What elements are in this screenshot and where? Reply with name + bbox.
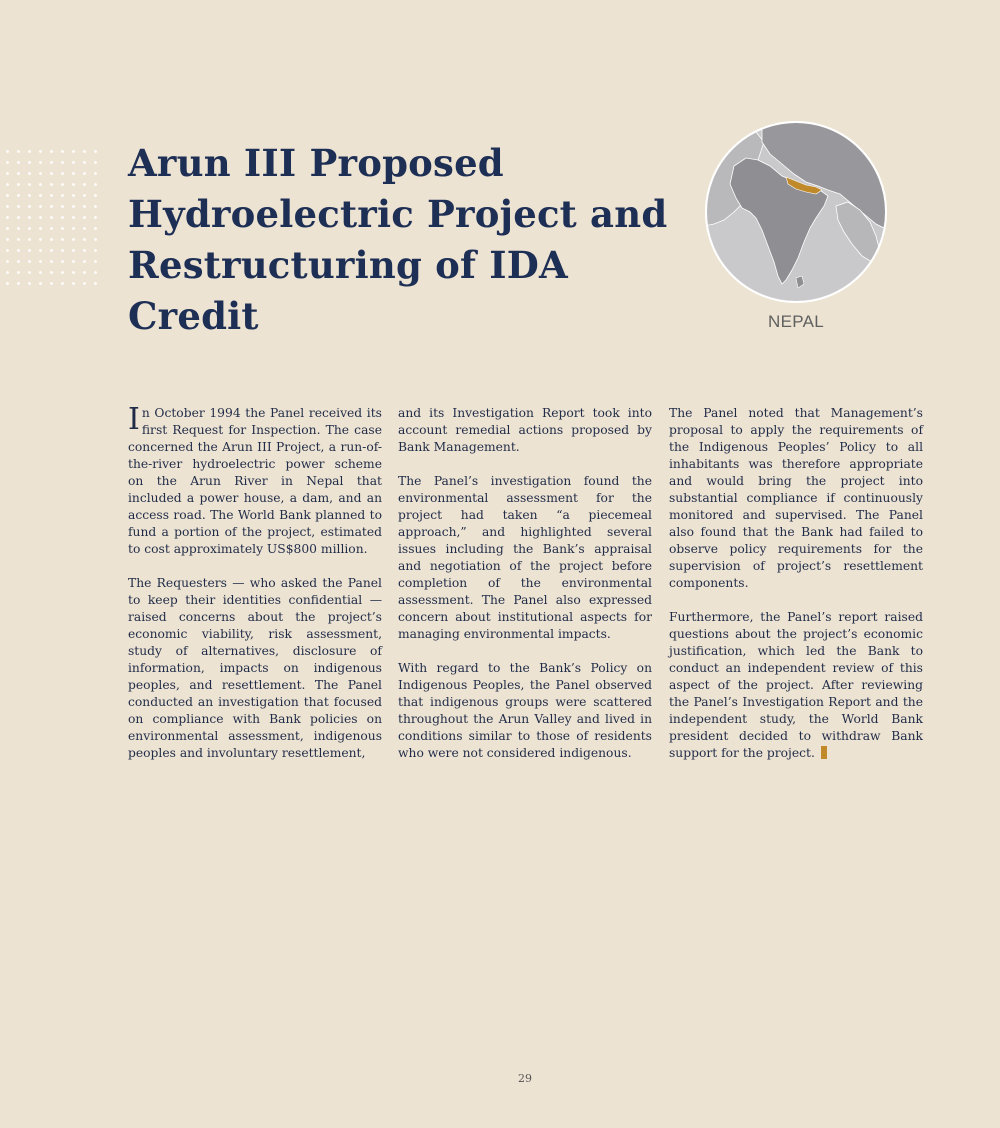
drop-cap: I	[128, 402, 140, 437]
paragraph: The Panel noted that Management’s proposal to apply the requirements of the Indigenous Peoples’ Policy to all inhabitants was therefore appropriate and would bring the project into substantial compliance if continuously monitored and supervised. The Panel also found that the Bank had failed to observe policy requirements for the supervision of project’s resettlement components.	[669, 406, 923, 590]
country-label: NEPAL	[768, 312, 824, 331]
paragraph: and its Investigation Report took into account remedial actions proposed by Bank Management.	[398, 406, 652, 454]
end-of-article-mark	[821, 746, 827, 759]
text-column-1	[128, 402, 382, 762]
paragraph-text: n October 1994 the Panel received its first Request for Inspection. The case concerned the Arun III Project, a run-of-the-river hydroelectric power scheme on the Arun River in Nepal that included a power house, a dam, and an access road. The World Bank planned to fund a portion of the project, estimated to cost approximately US$800 million.	[128, 406, 382, 556]
page-number: 29	[518, 1072, 532, 1085]
paragraph: The Requesters — who asked the Panel to keep their identities confidential — raised concerns about the project’s economic viability, risk assessment, study of alternatives, disclosure of information, impacts on indigenous peoples, and resettlement. The Panel conducted an investigation that focused on compliance with Bank policies on environmental assessment, indigenous peoples and involuntary resettlement,	[128, 576, 382, 760]
decorative-dot-grid	[2, 146, 104, 286]
paragraph	[128, 402, 382, 558]
text-column-3	[669, 405, 923, 762]
text-column-2	[398, 405, 652, 762]
paragraph: The Panel’s investigation found the environmental assessment for the project had taken “a piecemeal approach,” and highlighted several issues including the Bank’s appraisal and negotiation of the project before completion of the environmental assessment. The Panel also expressed concern about institutional aspects for managing environmental impacts.	[398, 474, 652, 641]
nepal-locator-globe	[704, 120, 888, 304]
paragraph	[669, 609, 923, 762]
paragraph: With regard to the Bank’s Policy on Indigenous Peoples, the Panel observed that indigenous groups were scattered throughout the Arun Valley and lived in conditions similar to those of residents who were not considered indigenous.	[398, 661, 652, 760]
page-title: Arun III Proposed Hydroelectric Project and Restructuring of IDA Credit	[128, 141, 668, 338]
paragraph-text: Furthermore, the Panel’s report raised questions about the project’s economic justification, which led the Bank to conduct an independent review of this aspect of the project. After reviewing the Panel’s Investigation Report and the independent study, the World Bank president decided to withdraw Bank support for the project.	[669, 610, 923, 760]
